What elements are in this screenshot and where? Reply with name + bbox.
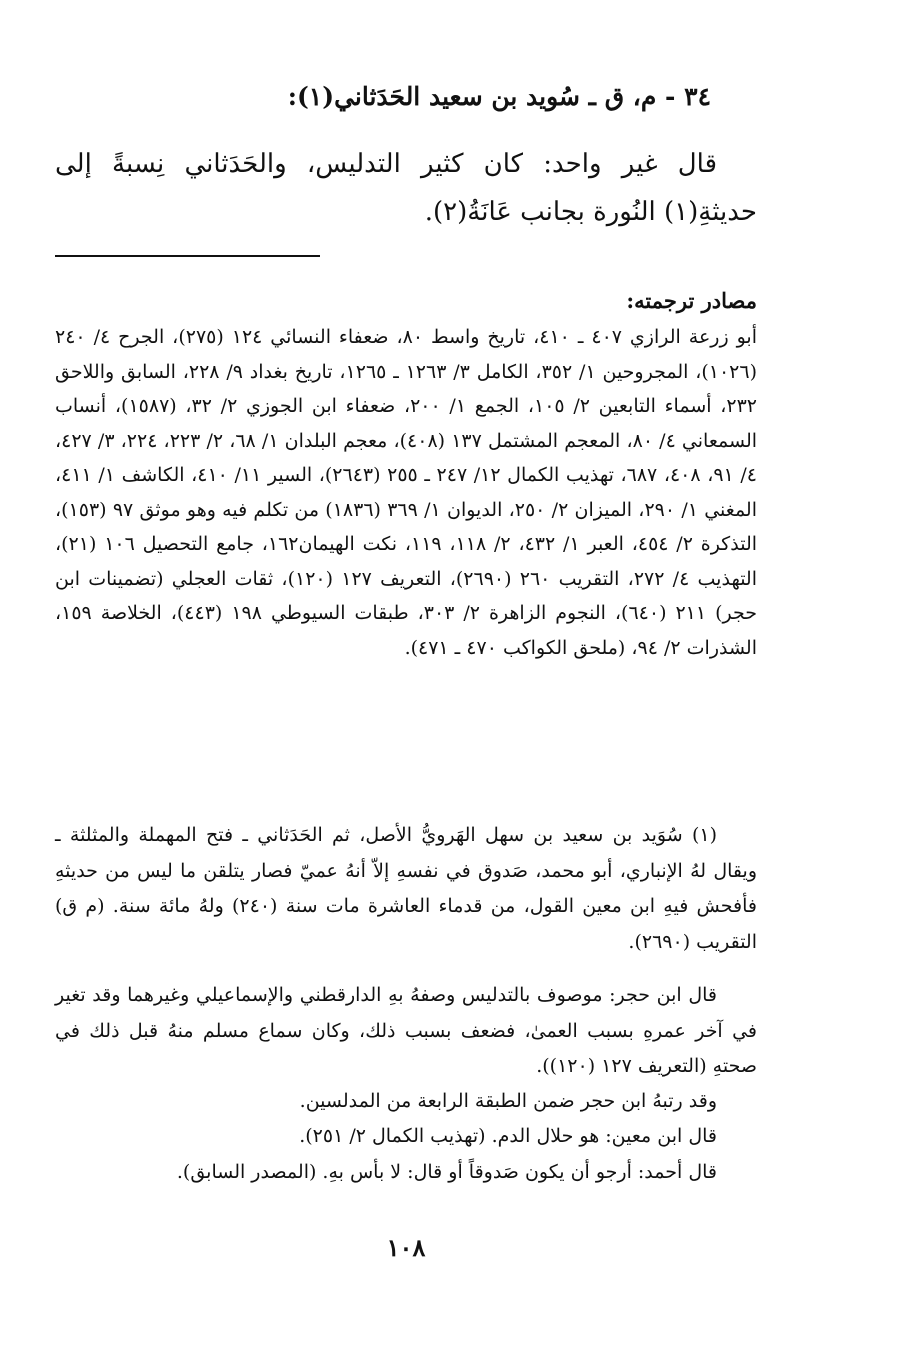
footnote-line-ahmad: قال أحمد: أرجو أن يكون صَدوقاً أو قال: لا بأس بهِ. (المصدر السابق). xyxy=(176,1161,717,1183)
sources-heading: مصادر ترجمته: xyxy=(626,288,757,313)
sources-list: أبو زرعة الرازي ٤٠٧ ـ ٤١٠، تاريخ واسط ٨٠، ضعفاء النسائي ١٢٤ (٢٧٥)، الجرح ٤/ ٢٤٠ (١٠٢٦)، المجروحين ١/ ٣٥٢، الكامل ٣/ ١٢٦٣ ـ ١٢٦٥، تاريخ بغداد ٩/ ٢٢٨، السابق واللاحق ٢٣٢، أسماء التابعين ٢/ ١٠٥، الجمع ١/ ٢٠٠، ضعفاء ابن الجوزي ٢/ ٣٢، (١٥٨٧)، أنساب السمعاني ٤/ ٨٠، المعجم المشتمل ١٣٧ (٤٠٨)، معجم البلدان ١/ ٦٨، ٢/ ٢٢٣، ٢٢٤، ٣/ ٤٢٧، ٤/ ٩١، ٤٠٨، ٦٨٧، تهذيب الكمال ١٢/ ٢٤٧ ـ ٢٥٥ (٢٦٤٣)، السير ١١/ ٤١٠، الكاشف ١/ ٤١١، المغني ١/ ٢٩٠، الميزان ٢/ ٢٥٠، الديوان ١/ ٣٦٩ (١٨٣٦) من تكلم فيه وهو موثق ٩٧ (١٥٣)، التذكرة ٢/ ٤٥٤، العبر ١/ ٤٣٢، ٢/ ١١٨، ١١٩، نكت الهيمان١٦٢، جامع التحصيل ١٠٦ (٢١)، التهذيب ٤/ ٢٧٢، التقريب ٢٦٠ (٢٦٩٠)، التعريف ١٢٧ (١٢٠)، ثقات العجلي (تضمينات ابن حجر) ٢١١ (٦٤٠)، النجوم الزاهرة ٢/ ٣٠٣، طبقات السيوطي ١٩٨ (٤٤٣)، الخلاصة ١٥٩، الشذرات ٢/ ٩٤، (ملحق الكواكب ٤٧٠ ـ ٤٧١). xyxy=(55,326,758,659)
entry-paragraph: قال غير واحد: كان كثير التدليس، والحَدَثاني نِسبةً إلى حديثةِ(١) النُورة بجانب عَانَةُ(٢). xyxy=(55,149,757,227)
footnote-2-text: قال ابن حجر: موصوف بالتدليس وصفهُ بهِ الدارقطني والإسماعيلي وغيرهما وقد تغير في آخر عمرهِ بسبب العمىٰ، فضعف بسبب ذلك، وكان سماع مسلم منهُ قبل ذلك في صحتهِ (التعريف ١٢٧ (١٢٠)). xyxy=(55,984,757,1077)
footnote-1-text: (١) سُوَيد بن سعيد بن سهل الهَرويُّ الأصل، ثم الحَدَثاني ـ فتح المهملة والمثلثة ـ ويقال لهُ الإنباري، أبو محمد، صَدوق في نفسهِ إلاّ أنهُ عميّ فصار يتلقن ما ليس من حديثهِ فأفحش فيهِ ابن معين القول، من قدماء العاشرة مات سنة (٢٤٠) ولهُ مائة سنة. (م ق) التقريب (٢٦٩٠). xyxy=(55,824,757,953)
footnote-2 xyxy=(55,978,757,1085)
footnote-line-rank: وقد رتبهُ ابن حجر ضمن الطبقة الرابعة من المدلسين. xyxy=(299,1090,717,1112)
book-page xyxy=(55,0,757,1350)
footnote-separator xyxy=(55,255,320,257)
footnote-line-ibn-maeen: قال ابن معين: هو حلال الدم. (تهذيب الكمال ٢/ ٢٥١). xyxy=(299,1125,717,1147)
entry-heading: ٣٤ - م، ق ـ سُويد بن سعيد الحَدَثاني(١): xyxy=(287,82,711,111)
footnote-1 xyxy=(55,818,757,960)
entry-text xyxy=(55,140,757,236)
page-number: ١٠٨ xyxy=(386,1233,426,1262)
